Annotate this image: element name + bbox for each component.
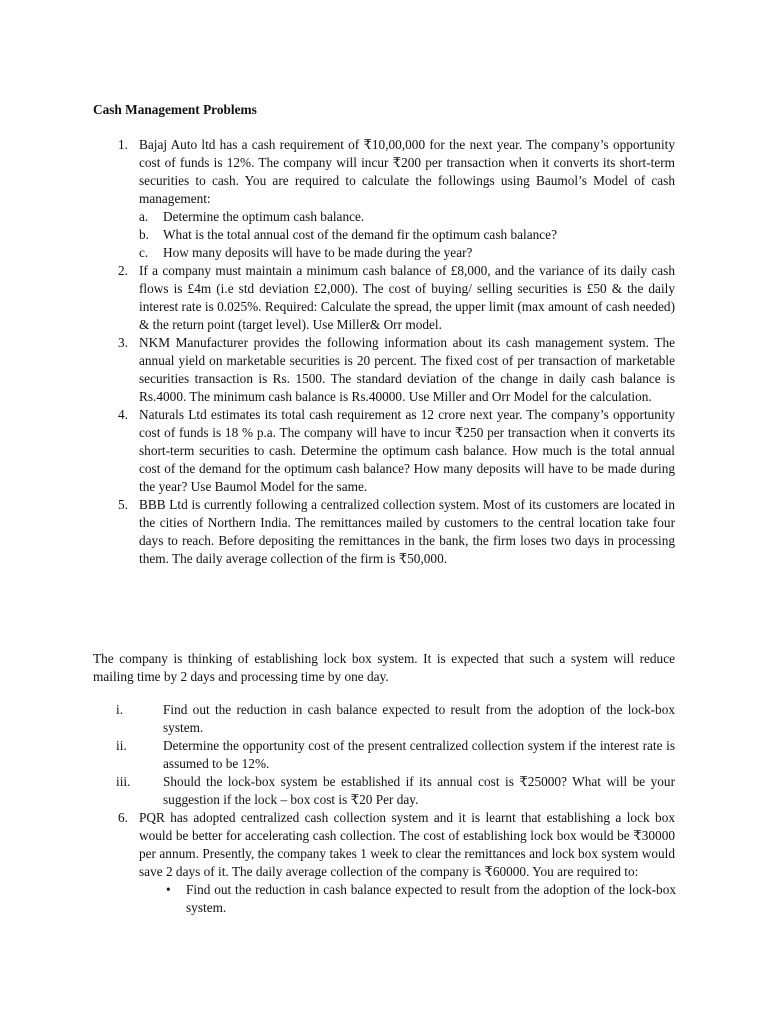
roman-text: Should the lock-box system be established if its annual cost is ₹25000? What will be your suggestion if the lock – box cost is ₹20 Per day.	[163, 774, 675, 807]
bullet-text: Find out the reduction in cash balance expected to result from the adoption of the lock-box system.	[186, 882, 676, 915]
page-title: Cash Management Problems	[93, 102, 257, 117]
problem-text: Naturals Ltd estimates its total cash requirement as 12 crore next year. The company’s opportunity cost of funds is 18 % p.a. The company will have to incur ₹250 per transaction when it converts its short-term securities to cash. Determine the optimum cash balance. How much is the total annual cost of the demand for the optimum cash balance? How many deposits will have to be made during the year? Use Baumol Model for the same.	[139, 407, 675, 494]
roman-number: i.	[116, 702, 124, 717]
sub-letter: a.	[139, 209, 149, 224]
roman-text: Determine the opportunity cost of the present centralized collection system if the interest rate is assumed to be 12%.	[163, 738, 675, 771]
sub-text: Determine the optimum cash balance.	[163, 209, 365, 224]
sub-text: What is the total annual cost of the demand fir the optimum cash balance?	[163, 227, 557, 242]
sub-letter: b.	[139, 227, 149, 242]
roman-number: iii.	[116, 774, 131, 789]
problem-4	[0, 406, 768, 496]
problem-number: 3.	[118, 335, 128, 350]
roman-item-ii	[0, 737, 768, 773]
problem-text: PQR has adopted centralized cash collection system and it is learnt that establishing a lock box would be better for accelerating cash collection. The cost of establishing lock box would be ₹30000 per annum. Presently, the company takes 1 week to clear the remittances and lock box system would save 2 days of it. The daily average collection of the company is ₹60000. You are required to:	[139, 810, 675, 879]
sub-item-b	[139, 226, 675, 244]
problem-text: If a company must maintain a minimum cash balance of £8,000, and the variance of its daily cash flows is £4m (i.e std deviation £2,000). The cost of buying/ selling securities is £50 & the daily interest rate is 0.025%. Required: Calculate the spread, the upper limit (max amount of cash needed) & the return point (target level). Use Miller& Orr model.	[139, 263, 675, 332]
problem-text: BBB Ltd is currently following a centralized collection system. Most of its customers are located in the cities of Northern India. The remittances mailed by customers to the central location take four days to reach. Before depositing the remittances in the bank, the firm loses two days in processing them. The daily average collection of the firm is ₹50,000.	[139, 497, 675, 566]
sub-item-a	[139, 208, 675, 226]
bullet-item	[0, 881, 768, 917]
problem-5	[0, 496, 768, 568]
sub-text: How many deposits will have to be made during the year?	[163, 245, 473, 260]
problem-text: Bajaj Auto ltd has a cash requirement of ₹10,00,000 for the next year. The company’s opportunity cost of funds is 12%. The company will incur ₹200 per transaction when it converts its short-term securities to cash. You are required to calculate the followings using Baumol’s Model of cash management:	[139, 137, 675, 206]
lock-box-paragraph: The company is thinking of establishing lock box system. It is expected that such a system will reduce mailing time by 2 days and processing time by one day.	[93, 651, 675, 684]
roman-text: Find out the reduction in cash balance expected to result from the adoption of the lock-box system.	[163, 702, 675, 735]
roman-number: ii.	[116, 738, 127, 753]
problem-6	[0, 809, 768, 917]
problem-text: NKM Manufacturer provides the following information about its cash management system. The annual yield on marketable securities is 20 percent. The fixed cost of per transaction of marketable securities transaction is Rs. 1500. The standard deviation of the change in daily cash balance is Rs.4000. The minimum cash balance is Rs.40000. Use Miller and Orr Model for the calculation.	[139, 335, 675, 404]
roman-item-i	[0, 701, 768, 737]
sub-item-c	[139, 244, 675, 262]
problem-number: 2.	[118, 263, 128, 278]
problem-number: 4.	[118, 407, 128, 422]
bullet-icon: •	[166, 882, 171, 897]
problem-number: 1.	[118, 137, 128, 152]
problem-3	[0, 334, 768, 406]
problem-2	[0, 262, 768, 334]
problem-number: 5.	[118, 497, 128, 512]
problem-number: 6.	[118, 810, 128, 825]
roman-list	[0, 701, 768, 917]
roman-item-iii	[0, 773, 768, 809]
problem-1	[0, 136, 768, 262]
problem-list	[0, 136, 768, 568]
sub-letter: c.	[139, 245, 149, 260]
